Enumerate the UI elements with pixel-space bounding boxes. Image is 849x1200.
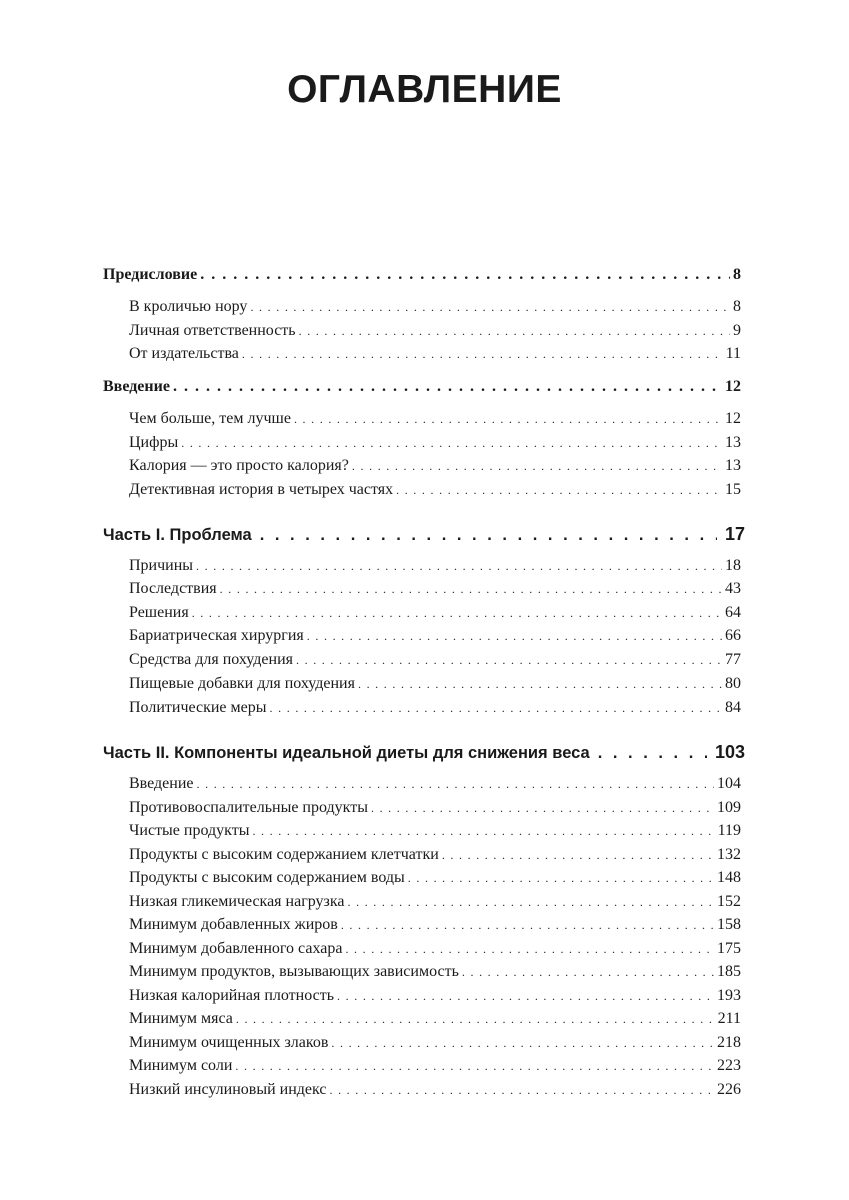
leader-dots — [235, 1059, 714, 1074]
entry-title: Противовоспалительные продукты — [129, 799, 368, 816]
entry-title: Минимум добавленных жиров — [129, 916, 338, 933]
leader-dots — [371, 801, 714, 816]
toc-entry[interactable] — [129, 580, 741, 598]
entry-title: Минимум очищенных злаков — [129, 1034, 329, 1051]
toc-entry[interactable] — [129, 987, 741, 1005]
leader-dots — [296, 653, 722, 668]
toc-entry[interactable] — [129, 345, 741, 363]
leader-dots — [270, 701, 722, 716]
entry-title: Калория — это просто калория? — [129, 457, 349, 474]
section-title: Введение — [103, 378, 170, 395]
page-title: ОГЛАВЛЕНИЕ — [287, 68, 562, 111]
entry-title: Чем больше, тем лучше — [129, 410, 291, 427]
entry-title: Детективная история в четырех частях — [129, 481, 394, 498]
section-page-number: 103 — [714, 742, 745, 762]
section-page-number: 12 — [725, 378, 741, 395]
entry-page-number: 185 — [717, 963, 741, 980]
toc-entry[interactable] — [129, 675, 741, 693]
entry-title: Продукты с высоким содержанием клетчатки — [129, 846, 439, 863]
entry-page-number: 8 — [733, 298, 741, 315]
toc-entry[interactable] — [129, 457, 741, 475]
entry-page-number: 148 — [717, 869, 741, 886]
entry-page-number: 158 — [717, 916, 741, 933]
entry-title: Средства для похудения — [129, 651, 293, 668]
entry-page-number: 104 — [717, 775, 741, 792]
toc-entry[interactable] — [129, 846, 741, 864]
leader-dots — [173, 378, 722, 396]
entry-page-number: 152 — [717, 893, 741, 910]
entry-page-number: 132 — [717, 846, 741, 863]
toc-entry[interactable] — [129, 893, 741, 911]
toc-entry[interactable] — [129, 410, 741, 428]
toc-entry[interactable] — [129, 604, 741, 622]
entry-title: Бариатрическая хирургия — [129, 627, 304, 644]
entry-page-number: 119 — [717, 822, 741, 839]
entry-page-number: 18 — [725, 557, 741, 574]
toc-entry[interactable] — [129, 1034, 741, 1052]
entry-page-number: 15 — [725, 481, 741, 498]
entry-page-number: 80 — [725, 675, 741, 692]
leader-dots — [329, 1083, 714, 1098]
entry-title: Причины — [129, 557, 194, 574]
toc-entry[interactable] — [129, 822, 741, 840]
leader-dots — [331, 1036, 714, 1051]
entry-title: Цифры — [129, 434, 179, 451]
leader-dots — [196, 559, 722, 574]
entry-title: Низкая калорийная плотность — [129, 987, 335, 1004]
leader-dots — [358, 677, 722, 692]
section-page-number: 8 — [733, 266, 741, 283]
entry-page-number: 223 — [717, 1057, 741, 1074]
entry-page-number: 193 — [717, 987, 741, 1004]
leader-dots — [197, 777, 715, 792]
leader-dots — [352, 459, 722, 474]
entry-title: Чистые продукты — [129, 822, 250, 839]
leader-dots — [408, 871, 714, 886]
leader-dots — [192, 606, 722, 621]
section-title: Часть I. Проблема — [103, 526, 252, 544]
leader-dots — [341, 918, 714, 933]
leader-dots — [442, 848, 714, 863]
entry-title: Продукты с высоким содержанием воды — [129, 869, 405, 886]
entry-page-number: 12 — [725, 410, 741, 427]
entry-title: В кроличью нору — [129, 298, 248, 315]
leader-dots — [462, 965, 714, 980]
leader-dots — [337, 989, 714, 1004]
toc-entry[interactable] — [129, 322, 741, 340]
entry-page-number: 218 — [717, 1034, 741, 1051]
toc-entry[interactable] — [129, 869, 741, 887]
toc-entry[interactable] — [129, 963, 741, 981]
toc-entry[interactable] — [129, 557, 741, 575]
leader-dots — [181, 436, 722, 451]
entry-page-number: 11 — [725, 345, 741, 362]
toc-entry[interactable] — [129, 916, 741, 934]
toc-entry[interactable] — [129, 434, 741, 452]
toc-section-introduction[interactable] — [103, 378, 741, 396]
entry-page-number: 9 — [733, 322, 741, 339]
entry-page-number: 66 — [725, 627, 741, 644]
leader-dots — [294, 412, 722, 427]
toc-entry[interactable] — [129, 481, 741, 499]
leader-dots — [396, 483, 722, 498]
entry-page-number: 13 — [725, 457, 741, 474]
toc-part-two[interactable] — [103, 742, 745, 763]
leader-dots — [348, 895, 715, 910]
entry-title: Личная ответственность — [129, 322, 296, 339]
entry-title: Низкий инсулиновый индекс — [129, 1081, 327, 1098]
entry-title: Минимум продуктов, вызывающих зависимость — [129, 963, 459, 980]
toc-section-preface[interactable] — [103, 266, 741, 284]
toc-entry[interactable] — [129, 1081, 741, 1099]
entry-page-number: 77 — [725, 651, 741, 668]
entry-title: Минимум соли — [129, 1057, 233, 1074]
section-page-number: 17 — [724, 524, 745, 544]
section-title: Часть II. Компоненты идеальной диеты для снижения веса — [103, 744, 590, 762]
leader-dots — [242, 347, 723, 362]
entry-title: Низкая гликемическая нагрузка — [129, 893, 345, 910]
leader-dots — [307, 629, 722, 644]
entry-title: Последствия — [129, 580, 217, 597]
toc-entry[interactable] — [129, 699, 741, 717]
entry-page-number: 175 — [717, 940, 741, 957]
section-title: Предисловие — [103, 266, 198, 283]
toc-entry[interactable] — [129, 627, 741, 645]
leader-dots — [252, 824, 714, 839]
entry-page-number: 84 — [725, 699, 741, 716]
leader-dots — [236, 1012, 715, 1027]
entry-title: Политические меры — [129, 699, 267, 716]
toc-entry[interactable] — [129, 651, 741, 669]
toc-entry[interactable] — [129, 775, 741, 793]
toc-entry[interactable] — [129, 298, 741, 316]
toc-part-one[interactable] — [103, 524, 745, 545]
toc-entry[interactable] — [129, 1010, 741, 1028]
leader-dots — [200, 266, 730, 284]
leader-dots — [250, 300, 730, 315]
toc-entry[interactable] — [129, 799, 741, 817]
toc-entry[interactable] — [129, 1057, 741, 1075]
entry-page-number: 64 — [725, 604, 741, 621]
entry-title: От издательства — [129, 345, 239, 362]
entry-page-number: 211 — [717, 1010, 741, 1027]
entry-page-number: 43 — [725, 580, 741, 597]
leader-dots — [260, 526, 717, 545]
toc-entry[interactable] — [129, 940, 741, 958]
leader-dots — [299, 324, 730, 339]
entry-page-number: 13 — [725, 434, 741, 451]
entry-title: Минимум добавленного сахара — [129, 940, 343, 957]
entry-page-number: 226 — [717, 1081, 741, 1098]
entry-page-number: 109 — [717, 799, 741, 816]
entry-title: Решения — [129, 604, 189, 621]
entry-title: Минимум мяса — [129, 1010, 233, 1027]
leader-dots — [598, 744, 707, 763]
leader-dots — [345, 942, 714, 957]
leader-dots — [220, 582, 722, 597]
entry-title: Пищевые добавки для похудения — [129, 675, 355, 692]
entry-title: Введение — [129, 775, 194, 792]
